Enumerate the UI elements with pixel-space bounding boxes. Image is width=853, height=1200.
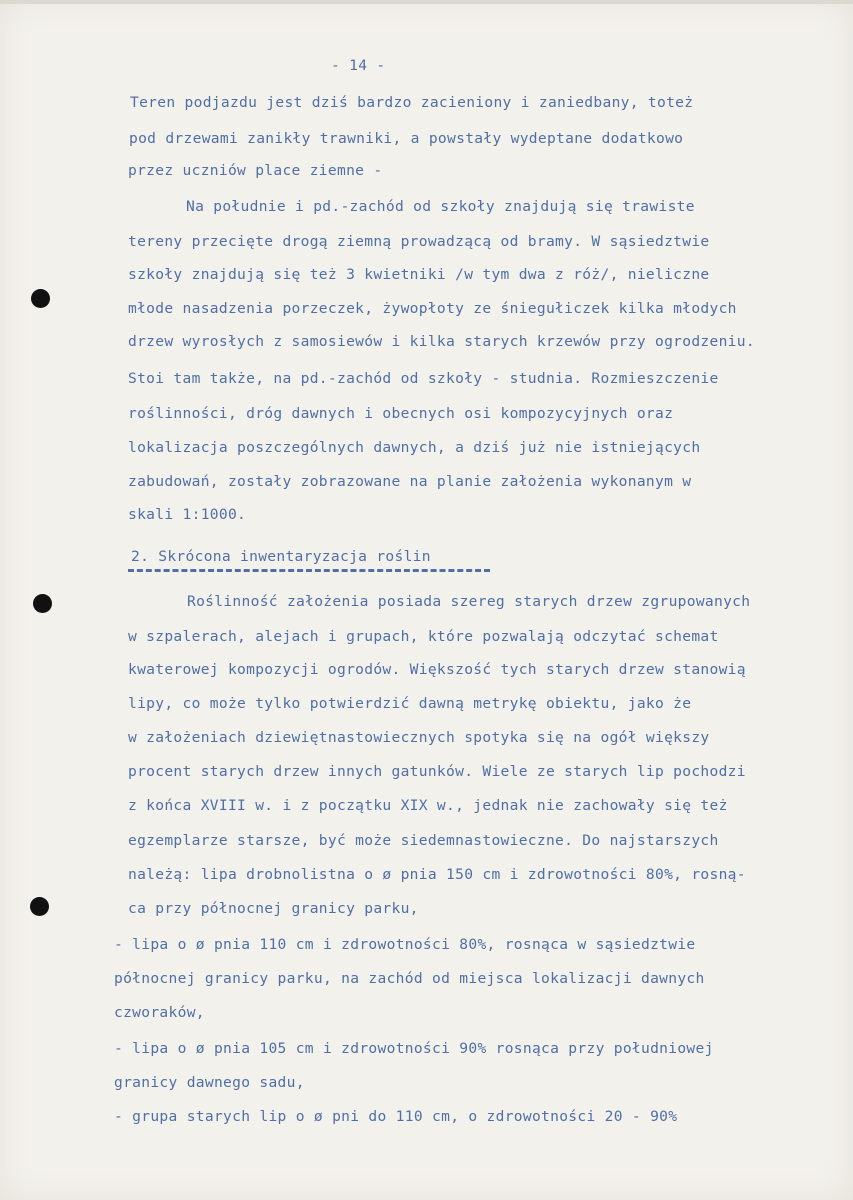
list-item: - grupa starych lip o ø pni do 110 cm, o zdrowotności 20 - 90% — [114, 1108, 678, 1125]
paragraph-2-line: roślinności, dróg dawnych i obecnych osi kompozycyjnych oraz — [128, 405, 674, 422]
paragraph-3-line: lipy, co może tylko potwierdzić dawną metrykę obiektu, jako że — [128, 695, 692, 712]
paragraph-3-line: w szpalerach, alejach i grupach, które pozwalają odczytać schemat — [128, 628, 719, 645]
paragraph-2-line: drzew wyrosłych z samosiewów i kilka starych krzewów przy ogrodzeniu. — [128, 333, 755, 350]
paragraph-1-line: Teren podjazdu jest dziś bardzo zacieniony i zaniedbany, toteż — [130, 94, 694, 111]
list-item: - lipa o ø pnia 105 cm i zdrowotności 90% rosnąca przy południowej — [114, 1040, 714, 1057]
paragraph-2-line: szkoły znajdują się też 3 kwietniki /w tym dwa z róż/, nieliczne — [128, 266, 710, 283]
list-item: - lipa o ø pnia 110 cm i zdrowotności 80%, rosnąca w sąsiedztwie — [114, 936, 696, 953]
paragraph-2-line: Na południe i pd.-zachód od szkoły znajdują się trawiste — [186, 198, 695, 215]
paragraph-1-line: pod drzewami zanikły trawniki, a powstały wydeptane dodatkowo — [129, 130, 684, 147]
punch-hole — [31, 289, 50, 308]
heading-underline — [128, 569, 490, 572]
paragraph-3-line: egzemplarze starsze, być może siedemnastowieczne. Do najstarszych — [128, 832, 719, 849]
paragraph-3-line: w założeniach dziewiętnastowiecznych spotyka się na ogół większy — [128, 729, 710, 746]
paragraph-3-line: procent starych drzew innych gatunków. Wiele ze starych lip pochodzi — [128, 763, 746, 780]
list-item: czworaków, — [114, 1004, 205, 1021]
paragraph-2-line: tereny przecięte drogą ziemną prowadzącą od bramy. W sąsiedztwie — [128, 233, 710, 250]
paragraph-1-line: przez uczniów place ziemne - — [128, 162, 383, 179]
paragraph-2-line: lokalizacja poszczególnych dawnych, a dziś już nie istniejących — [128, 439, 701, 456]
paragraph-2-line: zabudowań, zostały zobrazowane na planie założenia wykonanym w — [128, 473, 692, 490]
paragraph-3-line: ca przy północnej granicy parku, — [128, 900, 419, 917]
list-item: granicy dawnego sadu, — [114, 1074, 305, 1091]
paragraph-3-line: Roślinność założenia posiada szereg starych drzew zgrupowanych — [187, 593, 751, 610]
paragraph-2-line: Stoi tam także, na pd.-zachód od szkoły - studnia. Rozmieszczenie — [128, 370, 719, 387]
paragraph-3-line: kwaterowej kompozycji ogrodów. Większość tych starych drzew stanowią — [128, 661, 746, 678]
paragraph-3-line: należą: lipa drobnolistna o ø pnia 150 cm i zdrowotności 80%, rosną- — [128, 866, 746, 883]
paragraph-2-line: skali 1:1000. — [128, 506, 247, 523]
punch-hole — [30, 897, 49, 916]
section-heading: 2. Skrócona inwentaryzacja roślin — [131, 548, 431, 565]
paragraph-2-line: młode nasadzenia porzeczek, żywopłoty ze śniegułiczek kilka młodych — [128, 300, 737, 317]
list-item: północnej granicy parku, na zachód od miejsca lokalizacji dawnych — [114, 970, 705, 987]
paragraph-3-line: z końca XVIII w. i z początku XIX w., jednak nie zachowały się też — [128, 797, 728, 814]
page-number: - 14 - — [331, 57, 386, 74]
punch-hole — [33, 594, 52, 613]
page-top-edge — [0, 0, 853, 4]
